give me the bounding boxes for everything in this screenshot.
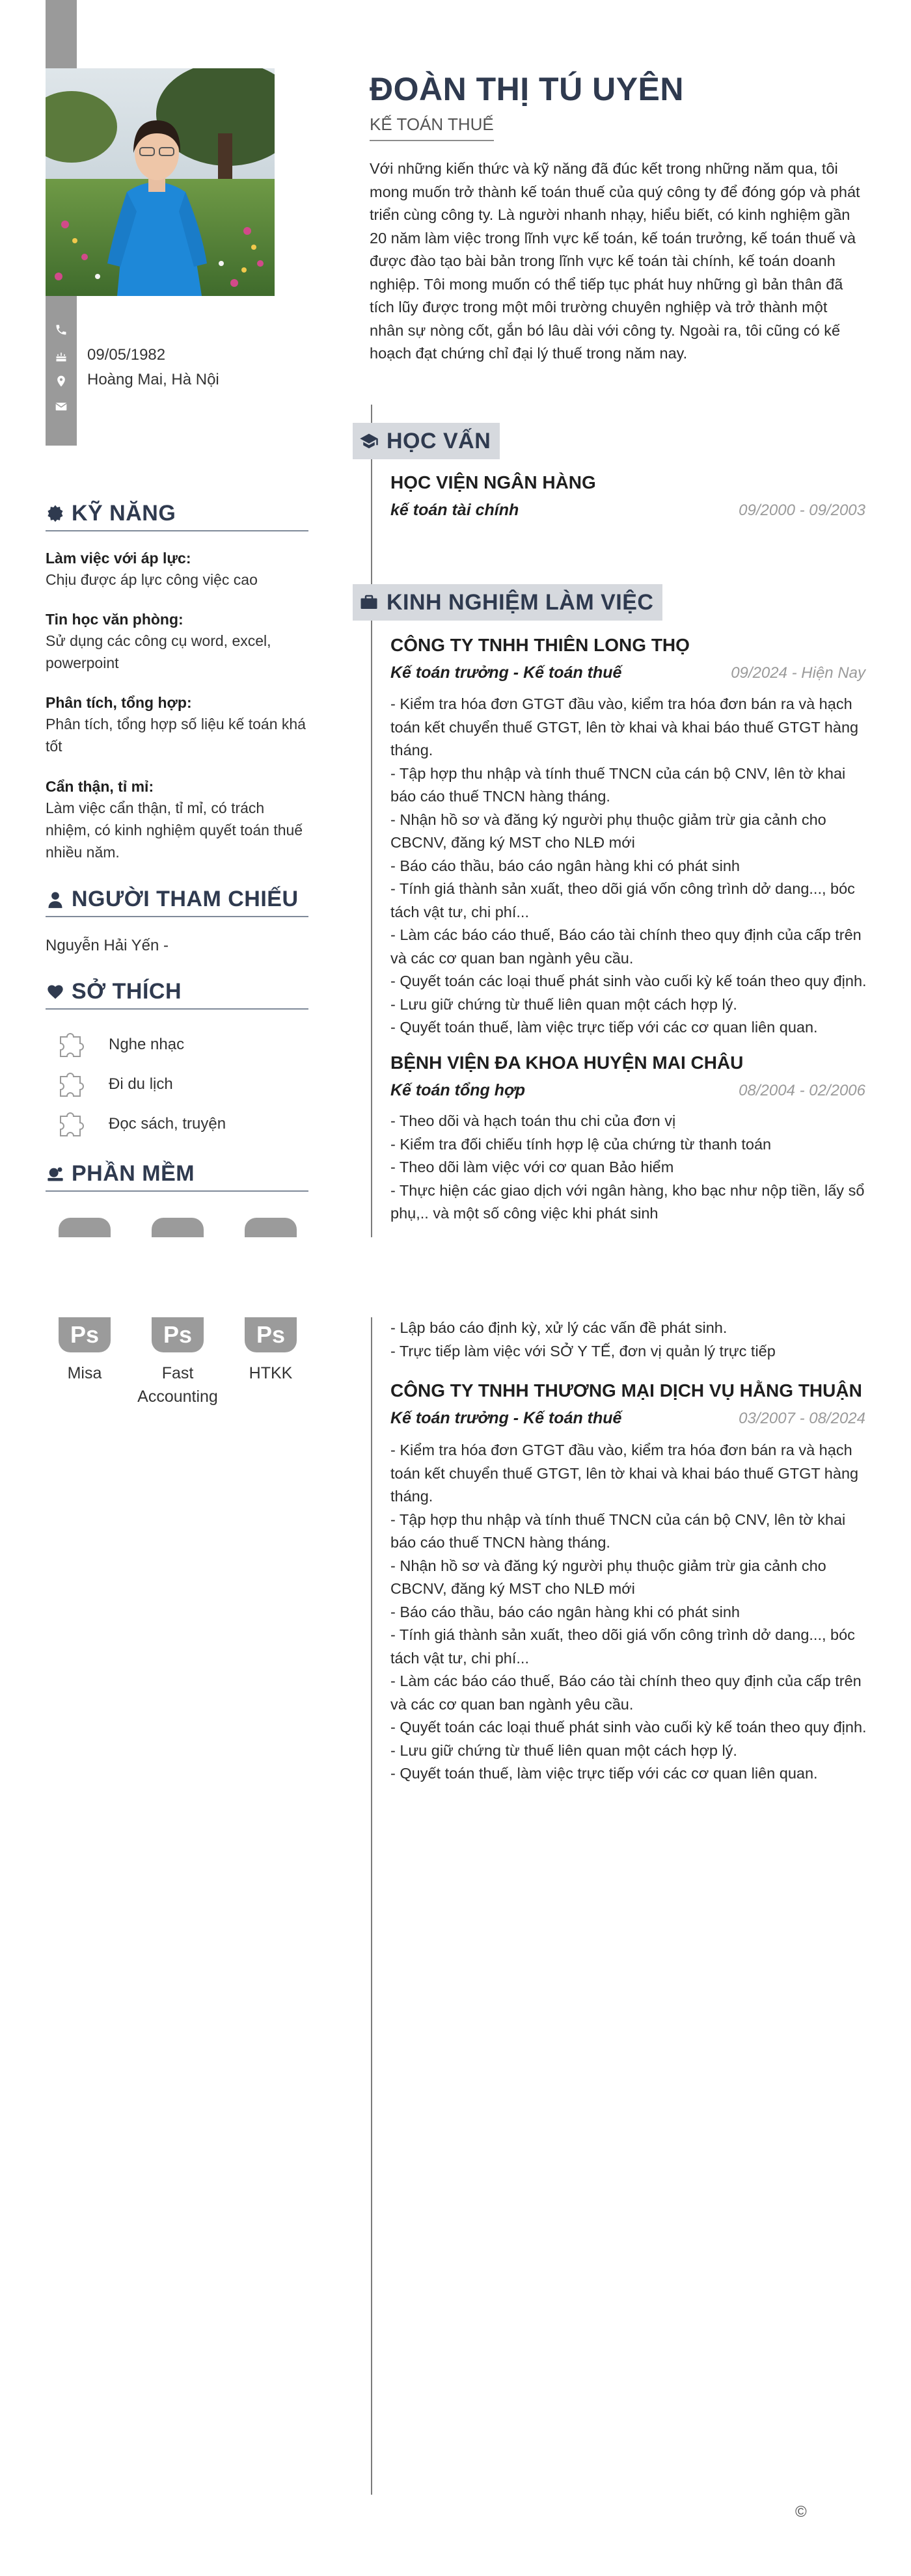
copyright-mark: © (795, 2503, 807, 2521)
job-role: Kế toán trưởng - Kế toán thuế (390, 664, 622, 682)
duty-item: - Trực tiếp làm việc với SỞ Y TẾ, đơn vị quản lý trực tiếp (390, 1342, 776, 1360)
school-name: HỌC VIỆN NGÂN HÀNG (390, 472, 596, 492)
references-title: NGƯỜI THAM CHIẾU (72, 887, 299, 911)
skill-item (46, 609, 306, 674)
references-heading (46, 887, 308, 917)
software-item (135, 1317, 220, 1408)
software-icon (46, 1164, 65, 1184)
job-duties-continued (390, 1317, 869, 1363)
star-badge-icon (46, 504, 65, 524)
puzzle-icon (55, 1107, 89, 1141)
software-icon-cut (152, 1218, 204, 1237)
birthday-text: 09/05/1982 (87, 346, 166, 364)
skill-name: Tin học văn phòng: (46, 611, 184, 628)
address-text: Hoàng Mai, Hà Nội (87, 371, 219, 388)
job-duties (390, 1110, 869, 1226)
skill-item (46, 548, 306, 591)
education-date: 09/2000 - 09/2003 (739, 502, 865, 519)
hobbies-title: SỞ THÍCH (72, 979, 182, 1004)
email-icon (53, 399, 69, 414)
duty-item: - Báo cáo thầu, báo cáo ngân hàng khi có phát sinh (390, 857, 740, 874)
job-duties (390, 693, 869, 1040)
duty-item: - Kiểm tra hóa đơn GTGT đầu vào, kiểm tra hóa đơn bán ra và hạch toán kết chuyển thuế GTGT, lên tờ khai và khai báo thuế GTGT hàng tháng. (390, 695, 859, 758)
software-heading (46, 1161, 308, 1192)
company-name: CÔNG TY TNHH THIÊN LONG THỌ (390, 635, 690, 655)
duty-item: - Thực hiện các giao dịch với ngân hàng, kho bạc như nộp tiền, lấy sổ phụ,.. và một số công việc khi phát sinh (390, 1181, 865, 1222)
duty-item: - Quyết toán thuế, làm việc trực tiếp với các cơ quan liên quan. (390, 1765, 818, 1782)
skills-title: KỸ NĂNG (72, 501, 176, 526)
birthday-cake-icon (53, 349, 69, 364)
major: kế toán tài chính (390, 501, 519, 519)
education-title: HỌC VẤN (387, 428, 491, 453)
software-name: Misa (67, 1364, 102, 1382)
duty-item: - Lưu giữ chứng từ thuế liên quan một cách hợp lý. (390, 1741, 737, 1759)
experience-title: KINH NGHIỆM LÀM VIỆC (387, 589, 654, 615)
company-name: CÔNG TY TNHH THƯƠNG MẠI DỊCH VỤ HẰNG THUẬN (390, 1380, 862, 1401)
briefcase-icon (359, 593, 379, 612)
heart-icon (46, 982, 65, 1002)
skills-heading (46, 501, 308, 531)
duty-item: - Nhận hồ sơ và đăng ký người phụ thuộc giảm trừ gia cảnh cho CBCNV, đăng ký MST cho NLĐ mới (390, 811, 826, 851)
summary-text: Với những kiến thức và kỹ năng đã đúc kết trong những năm qua, tôi mong muốn trở thành kế toán thuế của quý công ty để đóng góp và phát triển cùng công ty. Là người nhanh nhạy, hiểu biết, có kinh nghiệm gần 20 năm làm việc trong lĩnh vực kế toán, kế toán trưởng, kế toán thuế và được đào tạo bài bản trong lĩnh vực kế toán tài chính, kế toán doanh nghiệp. Tôi mong muốn có thể tiếp tục phát huy những gì bản thân đã tích lũy được trong một môi trường chuyên nghiệp và trở thành một nhân sự nòng cốt, gắn bó lâu dài với công ty. Ngoài ra, tôi cũng có kế hoạch đạt chứng chỉ đại lý thuế trong năm nay. (370, 160, 860, 362)
timeline-line (371, 1317, 372, 2495)
duty-item: - Tập hợp thu nhập và tính thuế TNCN của cán bộ CNV, lên tờ khai báo cáo thuế TNCN hàng tháng. (390, 764, 846, 805)
hobby-item (55, 1028, 184, 1062)
puzzle-icon (55, 1067, 89, 1101)
duty-item: - Nhận hồ sơ và đăng ký người phụ thuộc giảm trừ gia cảnh cho CBCNV, đăng ký MST cho NLĐ mới (390, 1557, 826, 1597)
skill-item (46, 692, 306, 757)
graduation-cap-icon (359, 431, 379, 451)
skill-item (46, 776, 306, 863)
duty-item: - Kiểm tra đối chiếu tính hợp lệ của chứng từ thanh toán (390, 1135, 772, 1153)
software-item (42, 1317, 127, 1385)
duty-item: - Làm các báo cáo thuế, Báo cáo tài chính theo quy định của cấp trên và các cơ quan ban ngành yêu cầu. (390, 1672, 862, 1713)
location-pin-icon (53, 373, 69, 389)
skill-desc: Phân tích, tổng hợp số liệu kế toán khá tốt (46, 716, 306, 755)
software-title: PHẦN MỀM (72, 1161, 195, 1186)
timeline-line (371, 405, 372, 1237)
duty-item: - Tính giá thành sản xuất, theo dõi giá vốn công trình dở dang..., bóc tách vật tư, chi phí... (390, 880, 855, 920)
software-item (228, 1317, 313, 1385)
software-name: HTKK (249, 1364, 293, 1382)
software-icon-cut (245, 1218, 297, 1237)
duty-item: - Lập báo cáo định kỳ, xử lý các vấn đề phát sinh. (390, 1319, 727, 1336)
company-name: BỆNH VIỆN ĐA KHOA HUYỆN MAI CHÂU (390, 1053, 744, 1073)
job-title: KẾ TOÁN THUẾ (370, 114, 494, 141)
experience-heading (353, 584, 662, 621)
job-date: 08/2004 - 02/2006 (739, 1082, 865, 1099)
puzzle-icon (55, 1028, 89, 1062)
software-icon-cut (59, 1218, 111, 1237)
job-duties (390, 1439, 869, 1786)
job-date: 03/2007 - 08/2024 (739, 1410, 865, 1427)
duty-item: - Tính giá thành sản xuất, theo dõi giá vốn công trình dở dang..., bóc tách vật tư, chi phí... (390, 1626, 855, 1667)
skill-desc: Làm việc cẩn thận, tỉ mỉ, có trách nhiệm, có kinh nghiệm quyết toán thuế nhiều năm. (46, 799, 303, 861)
skill-desc: Chịu được áp lực công việc cao (46, 571, 258, 588)
contact-strip (46, 296, 77, 446)
hobby-item (55, 1107, 226, 1141)
photoshop-icon: Ps (59, 1317, 111, 1352)
duty-item: - Báo cáo thầu, báo cáo ngân hàng khi có phát sinh (390, 1603, 740, 1620)
duty-item: - Theo dõi làm việc với cơ quan Bảo hiểm (390, 1159, 674, 1175)
skill-name: Cẩn thận, tỉ mỉ: (46, 778, 154, 795)
hobby-label: Đi du lịch (109, 1075, 173, 1093)
duty-item: - Lưu giữ chứng từ thuế liên quan một cách hợp lý. (390, 995, 737, 1013)
photoshop-icon: Ps (245, 1317, 297, 1352)
profile-photo (46, 68, 275, 296)
hobby-label: Đọc sách, truyện (109, 1115, 226, 1133)
duty-item: - Làm các báo cáo thuế, Báo cáo tài chính theo quy định của cấp trên và các cơ quan ban ngành yêu cầu. (390, 926, 862, 967)
skill-name: Phân tích, tổng hợp: (46, 694, 192, 711)
reference-text: Nguyễn Hải Yến - (46, 937, 169, 954)
skill-desc: Sử dụng các công cụ word, excel, powerpoint (46, 632, 271, 671)
duty-item: - Quyết toán các loại thuế phát sinh vào cuối kỳ kế toán theo quy định. (390, 1719, 867, 1736)
hobby-item (55, 1067, 173, 1101)
hobbies-heading (46, 979, 308, 1010)
skill-name: Làm việc với áp lực: (46, 550, 191, 567)
duty-item: - Quyết toán các loại thuế phát sinh vào cuối kỳ kế toán theo quy định. (390, 973, 867, 989)
duty-item: - Tập hợp thu nhập và tính thuế TNCN của cán bộ CNV, lên tờ khai báo cáo thuế TNCN hàng tháng. (390, 1510, 846, 1551)
side-strip-top (46, 0, 77, 68)
user-icon (46, 890, 65, 909)
job-role: Kế toán trưởng - Kế toán thuế (390, 1409, 622, 1427)
phone-icon (53, 322, 69, 338)
duty-item: - Quyết toán thuế, làm việc trực tiếp với các cơ quan liên quan. (390, 1019, 818, 1036)
software-name: Fast Accounting (137, 1364, 218, 1406)
hobby-label: Nghe nhạc (109, 1036, 185, 1053)
duty-item: - Kiểm tra hóa đơn GTGT đầu vào, kiểm tra hóa đơn bán ra và hạch toán kết chuyển thuế GTGT, lên tờ khai và khai báo thuế GTGT hàng tháng. (390, 1442, 859, 1505)
job-date: 09/2024 - Hiện Nay (731, 664, 865, 682)
duty-item: - Theo dõi và hạch toán thu chi của đơn vị (390, 1112, 676, 1129)
candidate-name: ĐOÀN THỊ TÚ UYÊN (370, 71, 684, 107)
photoshop-icon: Ps (152, 1317, 204, 1352)
education-heading (353, 423, 500, 459)
job-role: Kế toán tổng hợp (390, 1081, 526, 1099)
